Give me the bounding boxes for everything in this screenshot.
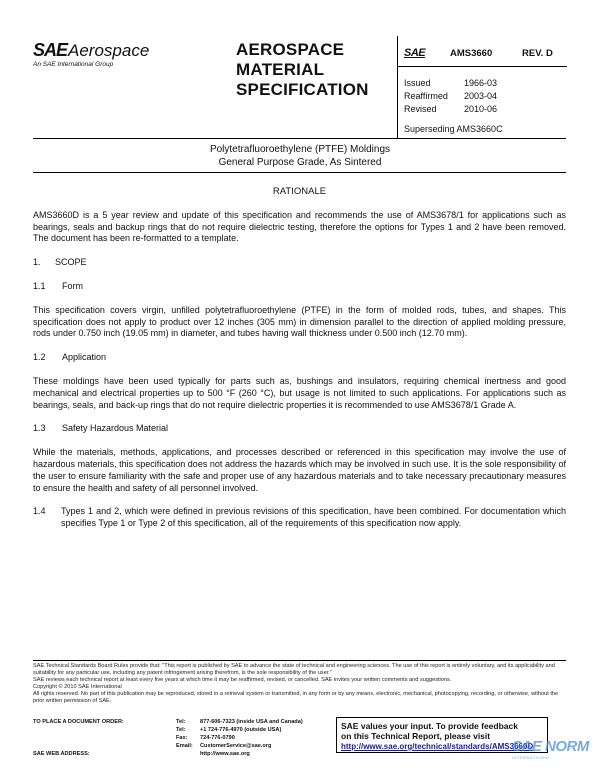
footer-legal-notice: SAE Technical Standards Board Rules provide that: "This report is published by SAE to advance the state of technical and engineering sciences. The use of this report is entirely voluntary, and its applicability and suitability for any particular use, including any patent infringement arising therefrom, is the sole responsibility of the user." SAE reviews each technical report at least every five years at which time it may be reaffirmed, revised, or cancelled. SAE invites your written comments and suggestions. Copyright © 2010 SAE International All rights reserved. No part of this publication may be reproduced, stored in a retrieval system or transmitted, in any form or by any means, electronic, mechanical, photocopying, recording, or otherwise, without the prior written permission of SAE.	[33, 663, 559, 704]
section-1-4-item: 1.4 Types 1 and 2, which were defined in previous revisions of this specification, have been combined. For documentation which specifies Type 1 or Type 2 of this specification, all of the requirements of this specification now apply.	[33, 506, 566, 529]
footer-divider	[33, 660, 566, 661]
revision-label: REV. D	[522, 48, 553, 59]
feedback-box: SAE values your input. To provide feedback on this Technical Report, please visit http://www.sae.org/technical/standards/AMS3660D	[336, 717, 548, 753]
history-row: Revised 2010-06	[404, 104, 498, 114]
logo-sae-text: SAE	[33, 40, 68, 60]
document-header	[33, 36, 566, 139]
rationale-heading: RATIONALE	[272, 186, 327, 197]
email-address[interactable]: CustomerService@sae.org	[200, 743, 272, 749]
document-body	[33, 186, 566, 530]
history-row: Issued 1966-03	[404, 78, 498, 88]
watermark-subtitle: INTERNATIONAL	[512, 755, 551, 760]
web-address-link[interactable]: http://www.sae.org	[200, 751, 250, 757]
sae-norm-watermark: SAE NORM	[512, 738, 589, 755]
web-address-label: SAE WEB ADDRESS:	[33, 751, 90, 757]
section-1-4-paragraph: Types 1 and 2, which were defined in previous revisions of this specification, have been combined. For documentation which specifies Type 1 or Type 2 of this specification, all of the requirements of this specification now apply.	[61, 506, 566, 529]
superseding-note: Superseding AMS3660C	[404, 124, 503, 134]
revision-history	[404, 77, 497, 116]
order-contact-info: TO PLACE A DOCUMENT ORDER: Tel: 877-606-7323 (inside USA and Canada) Tel: +1 724-776-4970 (outside USA) Fax: 724-776-0790 Email: CustomerService@sae.org SAE WEB ADDRESS: http://www.sae.org	[33, 718, 320, 758]
section-1-3-heading: 1.3 Safety Hazardous Material	[33, 423, 169, 434]
section-1-1-heading: 1.1 Form	[33, 280, 83, 291]
fax-number: 724-776-0790	[200, 735, 235, 741]
section-1-2-paragraph: These moldings have been used typically for parts such as, bushings and insulators, requiring chemical inertness and good mechanical and electrical properties up to 500 °F (260 °C), but usage is not limited to such applications. For applications such as bearings, seals, and back-up rings that do not require dielectric properties it is recommended to use AMS3678/1 Grade A.	[33, 375, 566, 410]
history-row: Reaffirmed 2003-04	[404, 91, 498, 101]
logo-subtitle: An SAE International Group	[33, 61, 114, 68]
phone-number: +1 724-776-4970 (outside USA)	[200, 727, 282, 733]
document-title-line-1: Polytetrafluoroethylene (PTFE) Moldings	[209, 144, 391, 155]
section-1-3-paragraph: While the materials, methods, applications, and processes described or referenced in this specification may involve the use of hazardous materials, this specification does not address the hazards which may be involved in such use. It is the sole responsibility of the user to ensure familiarity with the safe and proper use of any hazardous materials and to take necessary precautionary measures to ensure the health and safety of all personnel involved.	[33, 447, 566, 493]
section-1-2-heading: 1.2 Application	[33, 352, 107, 363]
phone-number: 877-606-7323 (inside USA and Canada)	[200, 719, 303, 725]
document-title-line-2: General Purpose Grade, As Sintered	[218, 157, 382, 168]
feedback-link[interactable]: http://www.sae.org/technical/standards/AMS3660D	[341, 742, 534, 751]
spec-type-title	[236, 40, 369, 100]
title-divider	[33, 172, 566, 173]
box-sae-logo: SAE	[404, 47, 426, 59]
order-label: TO PLACE A DOCUMENT ORDER:	[33, 719, 124, 725]
rationale-paragraph: AMS3660D is a 5 year review and update of this specification and recommends the use of AMS3678/1 for applications such as bearings, seals and backup rings that do not require dielectric testing, therefore the options for Types 1 and 2 have been removed. The document has been re-formatted to a template.	[33, 209, 566, 244]
section-1-1-paragraph: This specification covers virgin, unfilled polytetrafluoroethylene (PTFE) in the form of molded rods, tubes, and shapes. This specification does not apply to product over 12 inches (305 mm) in dimension parallel to the direction of applied molding pressure, rods under 0.750 inch (19.05 mm) in diameter, and tubes having wall thickness under 0.500 inch (12.70 mm).	[33, 304, 566, 339]
section-scope-heading: 1. SCOPE	[33, 257, 87, 268]
logo-aerospace-text: Aerospace	[68, 41, 150, 60]
title-line-3: SPECIFICATION	[236, 80, 369, 99]
title-line-2: MATERIAL	[236, 60, 325, 79]
sae-aerospace-logo	[33, 40, 149, 68]
document-number: AMS3660	[450, 48, 493, 59]
title-line-1: AEROSPACE	[236, 40, 345, 59]
document-title	[0, 143, 600, 169]
document-info-box	[397, 36, 566, 139]
